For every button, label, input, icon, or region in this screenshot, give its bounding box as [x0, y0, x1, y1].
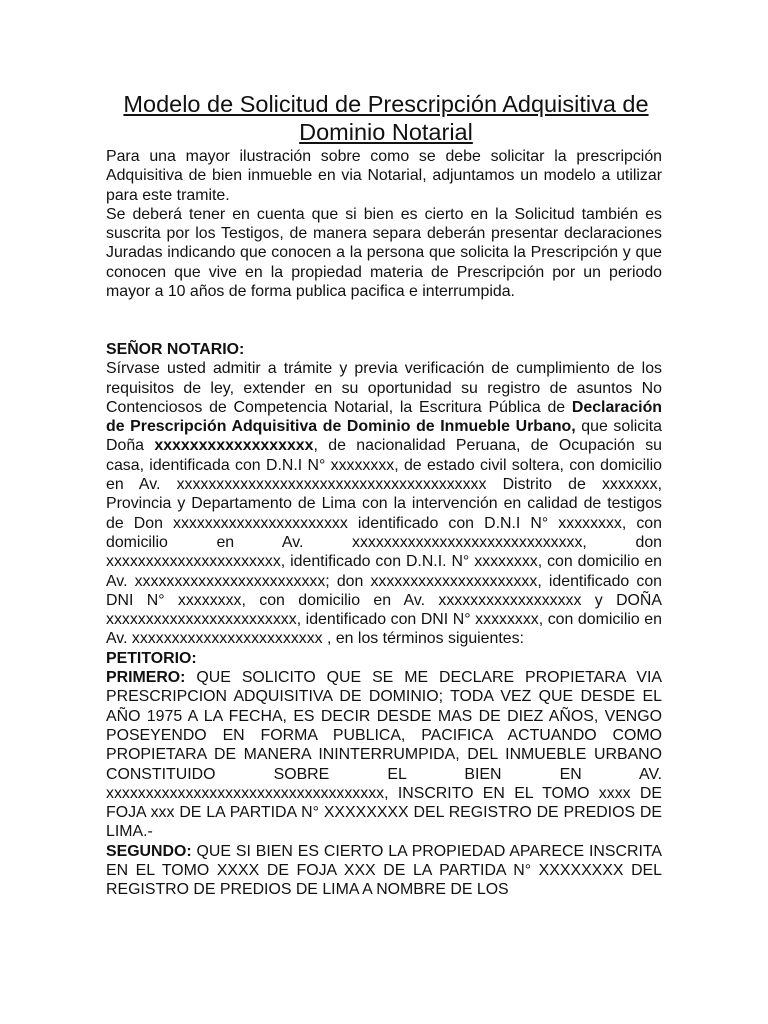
request-text-3: , de nacionalidad Peruana, de Ocupación su casa, identificada con D.N.I N° xxxxxxxx, de estado civil soltera, con domicilio en Av. xxxxxxxxxxxxxxxxxxxxxxxxxxxxxxxxxxxxxxx Distrito de xxxxxxx, Provincia y Departamento de Lima con la intervención en calidad de testigos de Don xxxxxxxxxxxxxxxxxxxxxx identificado con D.N.I N° xxxxxxxx, con domicilio en Av. xxxxxxxxxxxxxxxxxxxxxxxxxxxxx, don xxxxxxxxxxxxxxxxxxxxxx, identificado con D.N.I. N° xxxxxxxx, con domicilio en Av. xxxxxxxxxxxxxxxxxxxxxxxx; don xxxxxxxxxxxxxxxxxxxxx, identificado con DNI N° xxxxxxxx, con domicilio en Av. xxxxxxxxxxxxxxxxxx y DOÑA xxxxxxxxxxxxxxxxxxxxxxxx, identificado con DNI N° xxxxxxxx, con domicilio en Av. xxxxxxxxxxxxxxxxxxxxxxxx , en los términos siguientes:	[106, 437, 662, 648]
request-paragraph	[106, 359, 662, 648]
primero-paragraph	[106, 668, 662, 842]
document-body	[106, 147, 662, 900]
petitorio-heading-text: PETITORIO:	[106, 649, 197, 667]
primero-text: QUE SOLICITO QUE SE ME DECLARE PROPIETARA VIA PRESCRIPCION ADQUISITIVA DE DOMINIO; TODA VEZ QUE DESDE EL AÑO 1975 A LA FECHA, ES DECIR DESDE MAS DE DIEZ AÑOS, VENGO POSEYENDO EN FORMA PUBLICA, PACIFICA ACTUANDO COMO PROPIETARA DE MANERA ININTERRUMPIDA, DEL INMUEBLE URBANO CONSTITUIDO SOBRE EL BIEN EN AV. xxxxxxxxxxxxxxxxxxxxxxxxxxxxxxxxxxx, INSCRITO EN EL TOMO xxxx DE FOJA xxx DE LA PARTIDA N° XXXXXXXX DEL REGISTRO DE PREDIOS DE LIMA.-	[106, 669, 662, 841]
segundo-paragraph	[106, 842, 662, 900]
segundo-label: SEGUNDO:	[106, 842, 192, 860]
paragraph-spacer	[106, 301, 662, 340]
intro-paragraph-2: Se deberá tener en cuenta que si bien es cierto en la Solicitud también es suscrita por los Testigos, de manera separa deberán presentar declaraciones Juradas indicando que conocen a la persona que solicita la Prescripción y que conocen que vive en la propiedad materia de Prescripción por un periodo mayor a 10 años de forma publica pacifica e interrumpida.	[106, 205, 662, 301]
intro-paragraph-1: Para una mayor ilustración sobre como se debe solicitar la prescripción Adquisitiva de bien inmueble en via Notarial, adjuntamos un modelo a utilizar para este tramite.	[106, 148, 662, 204]
request-bold-title: Declaración de Prescripción Adquisitiva de Dominio de Inmueble Urbano,	[106, 398, 662, 436]
request-text-2: que solicita Doña	[106, 418, 663, 455]
request-text-1: Sírvase usted admitir a trámite y previa verificación de cumplimiento de los requisitos de ley, extender en su oportunidad su registro de asuntos No Contenciosos de Competencia Notarial, la Escritura Pública de	[106, 360, 662, 416]
applicant-name: xxxxxxxxxxxxxxxxxx	[154, 437, 314, 455]
salutation-text: SEÑOR NOTARIO:	[106, 340, 245, 358]
petitorio-heading	[106, 649, 662, 668]
salutation	[106, 340, 662, 359]
document-title: Modelo de Solicitud de Prescripción Adquisitiva de Dominio Notarial	[123, 91, 649, 145]
primero-label: PRIMERO:	[106, 669, 186, 687]
segundo-text: QUE SI BIEN ES CIERTO LA PROPIEDAD APARECE INSCRITA EN EL TOMO XXXX DE FOJA XXX DE LA PARTIDA N° XXXXXXXX DEL REGISTRO DE PREDIOS DE LIMA A NOMBRE DE LOS	[106, 842, 662, 899]
